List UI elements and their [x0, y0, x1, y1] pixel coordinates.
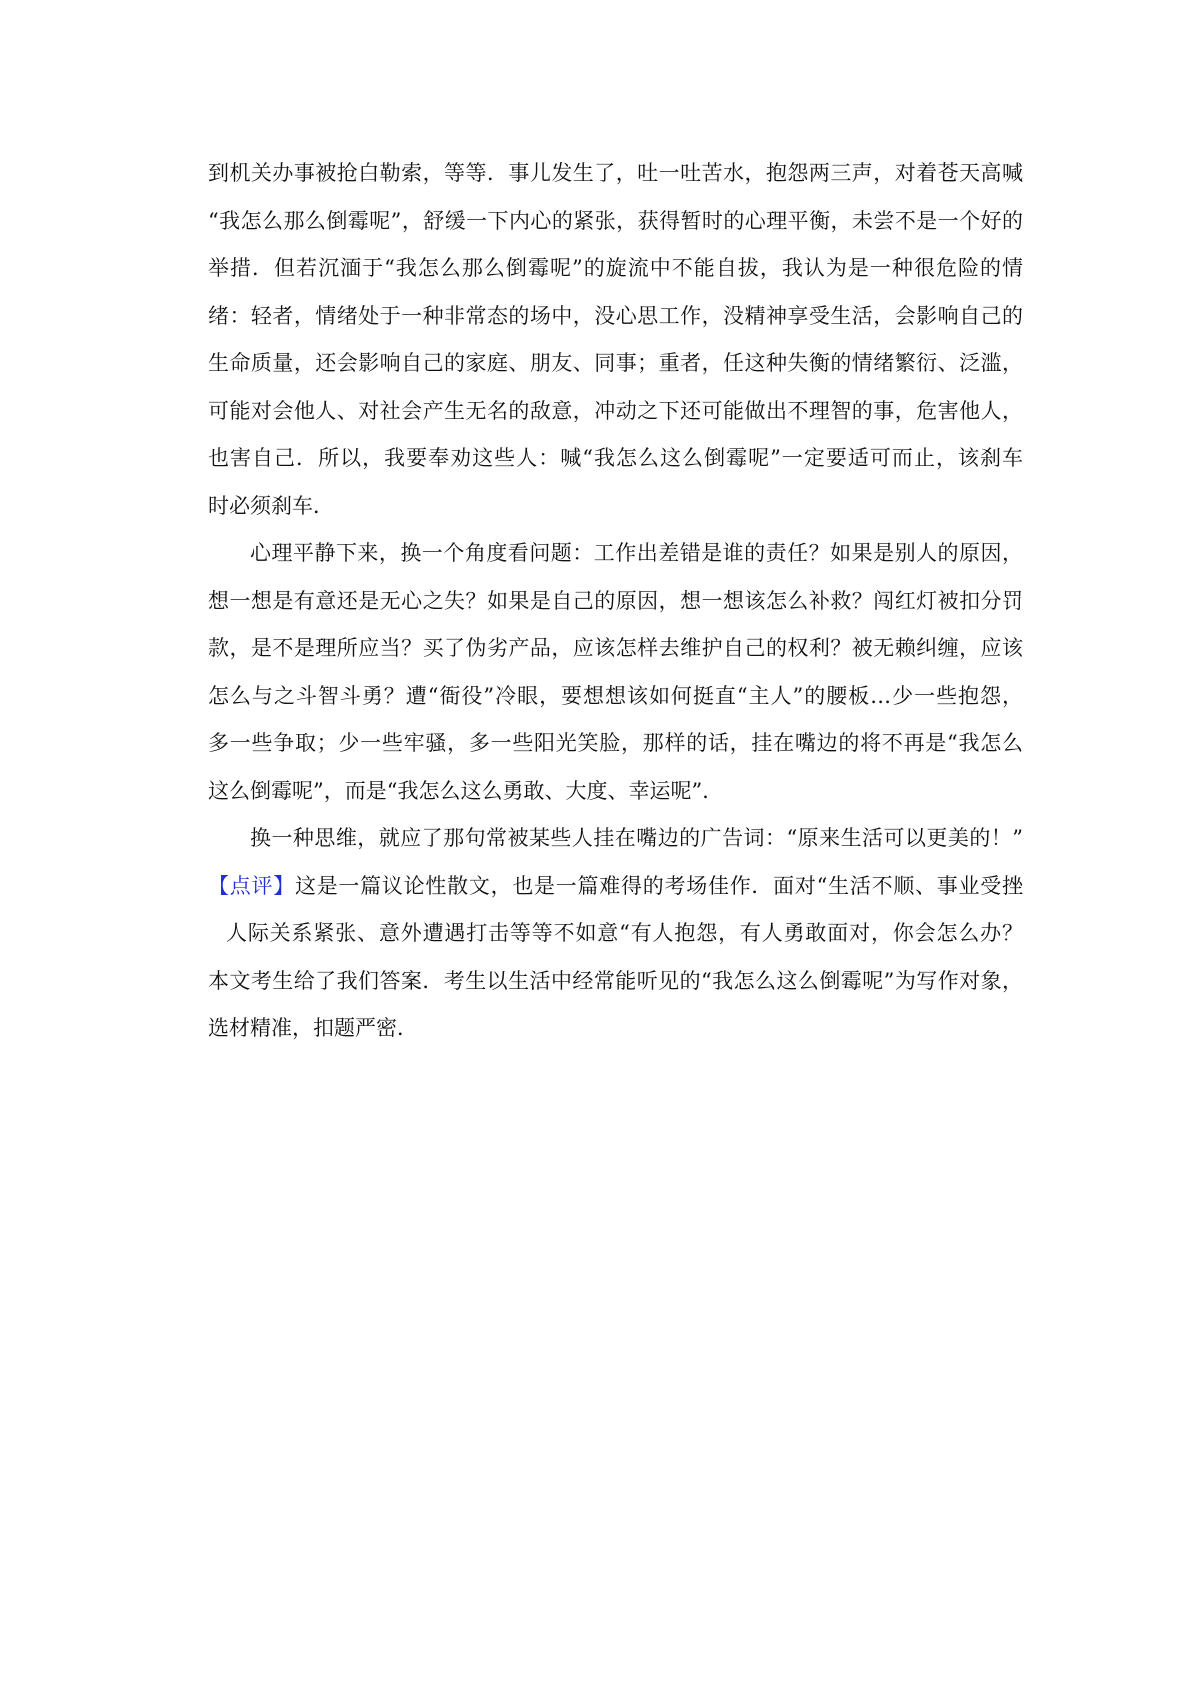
text-line: 到机关办事被抢白勒索，等等．事儿发生了，吐一吐苦水，抱怨两三声，对着苍天高喊 — [208, 161, 1023, 185]
text-line: 生命质量，还会影响自己的家庭、朋友、同事；重者，任这种失衡的情绪繁衍、泛滥， — [208, 351, 1023, 375]
comment-text: 这是一篇议论性散文，也是一篇难得的考场佳作．面对“生活不顺、事业受挫 — [294, 873, 1023, 898]
paragraph-2 — [208, 530, 1023, 815]
comment-line: 选材精准，扣题严密． — [208, 1016, 418, 1040]
text-line: 心理平静下来，换一个角度看问题：工作出差错是谁的责任？如果是别人的原因， — [250, 541, 1023, 565]
text-line: 怎么与之斗智斗勇？遭“衙役”冷眼，要想想该如何挺直“主人”的腰板…少一些抱怨， — [208, 683, 1023, 708]
comment-tag: 【点评】 — [208, 873, 295, 898]
text-line: “我怎么那么倒霉呢”，舒缓一下内心的紧张，获得暂时的心理平衡，未尝不是一个好的 — [208, 208, 1023, 233]
text-line: 也害自己．所以，我要奉劝这些人：喊“我怎么这么倒霉呢”一定要适可而止，该刹车 — [208, 446, 1023, 470]
essay-body — [208, 150, 1023, 1053]
text-line: 这么倒霉呢”，而是“我怎么这么勇敢、大度、幸运呢”． — [208, 778, 724, 803]
text-line: 时必须刹车． — [208, 493, 334, 518]
text-line: 绪：轻者，情绪处于一种非常态的场中，没心思工作，没精神享受生活，会影响自己的 — [208, 303, 1023, 328]
text-line: 可能对会他人、对社会产生无名的敌意，冲动之下还可能做出不理智的事，危害他人， — [208, 398, 1023, 423]
text-line: 想一想是有意还是无心之失？如果是自己的原因，想一想该怎么补救？闯红灯被扣分罚 — [208, 588, 1023, 613]
paragraph-1 — [208, 150, 1023, 530]
comment-line: 人际关系紧张、意外遭遇打击等等不如意“有人抱怨，有人勇敢面对，你会怎么办？ — [226, 921, 1023, 945]
comment-section — [208, 863, 1023, 1053]
comment-line: 本文考生给了我们答案．考生以生活中经常能听见的“我怎么这么倒霉呢”为写作对象， — [208, 968, 1023, 993]
text-line: 举措．但若沉湎于“我怎么那么倒霉呢”的旋流中不能自拔，我认为是一种很危险的情 — [208, 256, 1023, 280]
text-line: 多一些争取；少一些牢骚，多一些阳光笑脸，那样的话，挂在嘴边的将不再是“我怎么 — [208, 731, 1023, 755]
paragraph-3 — [208, 815, 1023, 863]
text-line: 换一种思维，就应了那句常被某些人挂在嘴边的广告词：“原来生活可以更美的！” — [250, 826, 1023, 850]
comment-line — [208, 863, 1023, 911]
text-line: 款，是不是理所应当？买了伪劣产品，应该怎样去维护自己的权利？被无赖纠缠，应该 — [208, 636, 1023, 660]
